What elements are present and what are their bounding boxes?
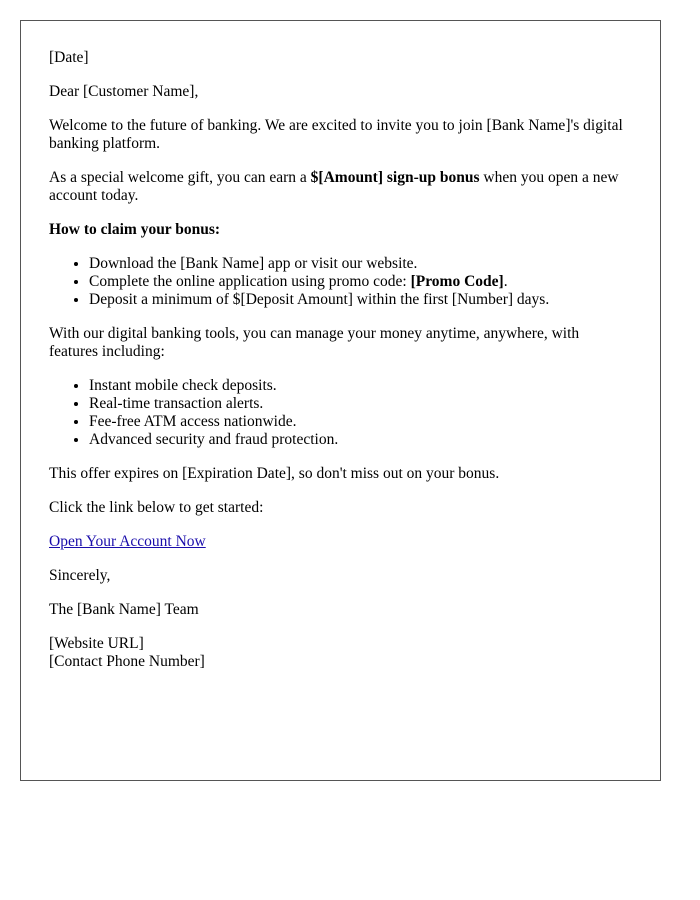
apply-prefix: Complete the online application using promo code: — [89, 273, 411, 290]
offer-expiry: This offer expires on [Expiration Date], so don't miss out on your bonus. — [49, 465, 500, 482]
cta-intro: Click the link below to get started: — [49, 499, 264, 516]
letter-date: [Date] — [49, 49, 89, 66]
letter-closing: Sincerely, — [49, 567, 111, 584]
gift-prefix: As a special welcome gift, you can earn a — [49, 169, 311, 186]
contact-phone: [Contact Phone Number] — [49, 653, 205, 670]
features-intro: With our digital banking tools, you can manage your money anytime, anywhere, with features including: — [49, 325, 580, 360]
open-account-link[interactable]: Open Your Account Now — [49, 533, 206, 550]
claim-step-deposit: • Deposit a minimum of $[Deposit Amount] within the first [Number] days. — [89, 291, 632, 309]
promo-code: [Promo Code] — [410, 273, 504, 290]
apply-suffix: . — [503, 273, 508, 290]
claim-heading — [49, 221, 632, 239]
letter-greeting: Dear [Customer Name], — [49, 83, 199, 100]
feature-item: • Instant mobile check deposits. — [89, 377, 632, 395]
feature-item: • Fee-free ATM access nationwide. — [89, 413, 632, 431]
letter-container — [20, 20, 661, 781]
features-list — [49, 377, 632, 449]
letter-signature: The [Bank Name] Team — [49, 601, 199, 618]
website-url: [Website URL] — [49, 635, 144, 652]
cta-paragraph — [49, 533, 632, 551]
contact-block — [49, 635, 632, 671]
claim-heading-text: How to claim your bonus: — [49, 221, 221, 238]
claim-steps-list — [49, 255, 632, 309]
feature-item: • Advanced security and fraud protection. — [89, 431, 632, 449]
welcome-gift-paragraph — [49, 169, 632, 205]
claim-step-apply — [89, 273, 632, 291]
bonus-amount: $[Amount] sign-up bonus — [310, 169, 480, 186]
letter-intro: Welcome to the future of banking. We are excited to invite you to join [Bank Name]'s digital banking platform. — [49, 117, 623, 152]
gift-suffix: when you open a new account today. — [49, 169, 619, 204]
feature-item: • Real-time transaction alerts. — [89, 395, 632, 413]
claim-step-download: • Download the [Bank Name] app or visit our website. — [89, 255, 632, 273]
